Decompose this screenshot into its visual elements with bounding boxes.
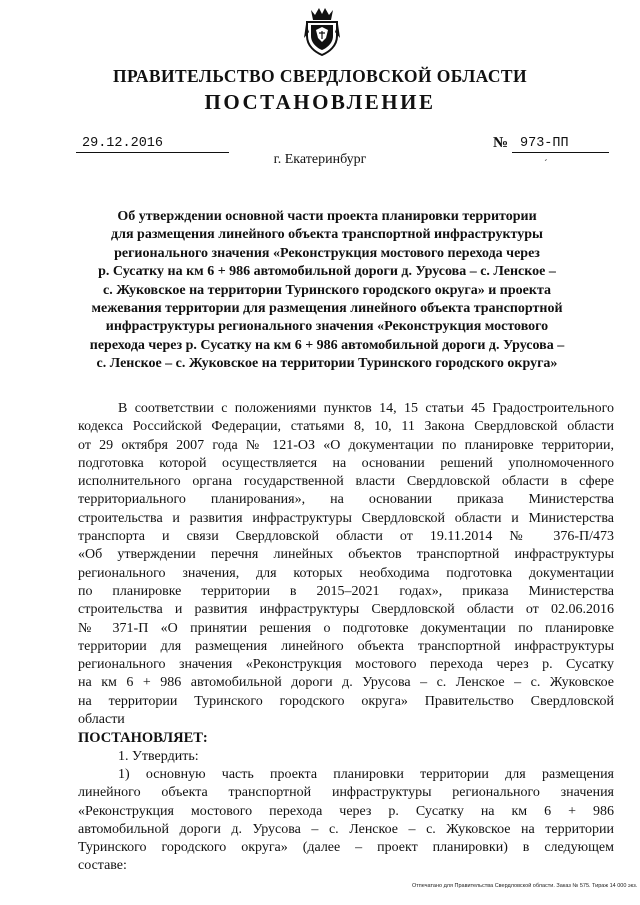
number-sign: №: [493, 135, 509, 151]
city: г. Екатеринбург: [273, 152, 367, 167]
body-line: «Об утверждении перечня линейных объектов транспортной инфраструктуры: [78, 547, 614, 563]
item-1: 1. Утвердить:: [118, 748, 199, 764]
body-line: строительства и развития инфраструктуры Свердловской области от 02.06.2016: [78, 602, 614, 618]
document-body: [78, 400, 614, 876]
document-number: 973-ПП: [520, 136, 569, 151]
date-field: [76, 136, 229, 153]
body-line: регионального значения, для которых необходима подготовка документации: [78, 565, 614, 581]
title-line: перехода через р. Сусатку на км 6 + 986 автомобильной дороги д. Урусова –: [89, 337, 565, 353]
pen-mark-icon: ´: [544, 158, 548, 170]
body-line: № 371-П «О принятии решения о подготовке документации по планировке: [78, 620, 614, 636]
title-line: для размещения линейного объекта транспортной инфраструктуры: [111, 227, 543, 243]
body-line: транспорта и связи Свердловской области от 19.11.2014 № 376-П/473: [78, 529, 614, 545]
body-line: территории для размещения линейного объекта транспортной инфраструктуры: [78, 638, 614, 654]
body-line: по планировке территории в 2015–2021 годах», приказа Министерства: [78, 583, 614, 599]
title-line: с. Ленское – с. Жуковское на территории Туринского городского округа»: [96, 356, 558, 372]
body-line: исполнительного органа государственной власти Свердловской области в сфере: [78, 474, 614, 490]
subitem-line: «Реконструкция мостового перехода через р. Сусатку на км 6 + 986: [78, 803, 614, 819]
body-line: территориального планирования», на основании приказа Министерства: [78, 492, 614, 508]
title-line: инфраструктуры регионального значения «Реконструкция мостового: [105, 319, 549, 335]
subitem-line: автомобильной дороги д. Урусова – с. Ленское – с. Жуковское на территории: [78, 821, 614, 837]
body-line: регионального значения «Реконструкция мостового перехода через р. Сусатку: [78, 657, 614, 673]
title-line: р. Сусатку на км 6 + 986 автомобильной дороги д. Урусова – с. Ленское –: [98, 264, 556, 280]
decree-word: ПОСТАНОВЛЯЕТ:: [78, 730, 208, 747]
document-type: ПОСТАНОВЛЕНИЕ: [204, 90, 436, 114]
print-footnote: Отпечатано для Правительства Свердловской области. Заказ № 575. Тираж 14 000 экз.: [412, 883, 638, 889]
title-line: регионального значения «Реконструкция мостового перехода через: [114, 245, 540, 261]
coat-of-arms-icon: [302, 6, 342, 56]
number-field: [512, 136, 609, 153]
document-date: 29.12.2016: [82, 136, 164, 151]
document-title: [74, 208, 580, 374]
body-line: подготовка которой осуществляется на основании решений уполномоченного: [78, 455, 614, 471]
body-line: от 29 октября 2007 года № 121-ОЗ «О документации по планировке территории,: [78, 437, 614, 453]
government-name: ПРАВИТЕЛЬСТВО СВЕРДЛОВСКОЙ ОБЛАСТИ: [113, 66, 527, 86]
body-line: на км 6 + 986 автомобильной дороги д. Урусова – с. Ленское – с. Жуковское: [78, 675, 614, 691]
title-line: межевания территории для размещения линейного объекта транспортной: [91, 301, 563, 317]
body-line: области: [78, 712, 125, 728]
subitem-line: Туринского городского округа» (далее – проект планировки) в следующем: [78, 840, 614, 856]
body-line: строительства и развития инфраструктуры Свердловской области и Министерства: [78, 510, 614, 526]
body-line: кодекса Российской Федерации, статьями 8, 10, 11 Закона Свердловской области: [78, 419, 614, 435]
title-line: с. Жуковское на территории Туринского городского округа» и проекта: [103, 282, 551, 298]
title-line: Об утверждении основной части проекта планировки территории: [117, 209, 537, 224]
subitem-line: 1) основную часть проекта планировки территории для размещения: [118, 766, 614, 782]
subitem-line: составе:: [78, 858, 127, 874]
body-line: В соответствии с положениями пунктов 14, 15 статьи 45 Градостроительного: [118, 401, 614, 416]
body-line: на территории Туринского городского округа» Правительство Свердловской: [78, 693, 614, 709]
subitem-line: линейного объекта транспортной инфраструктуры регионального значения: [78, 785, 614, 801]
